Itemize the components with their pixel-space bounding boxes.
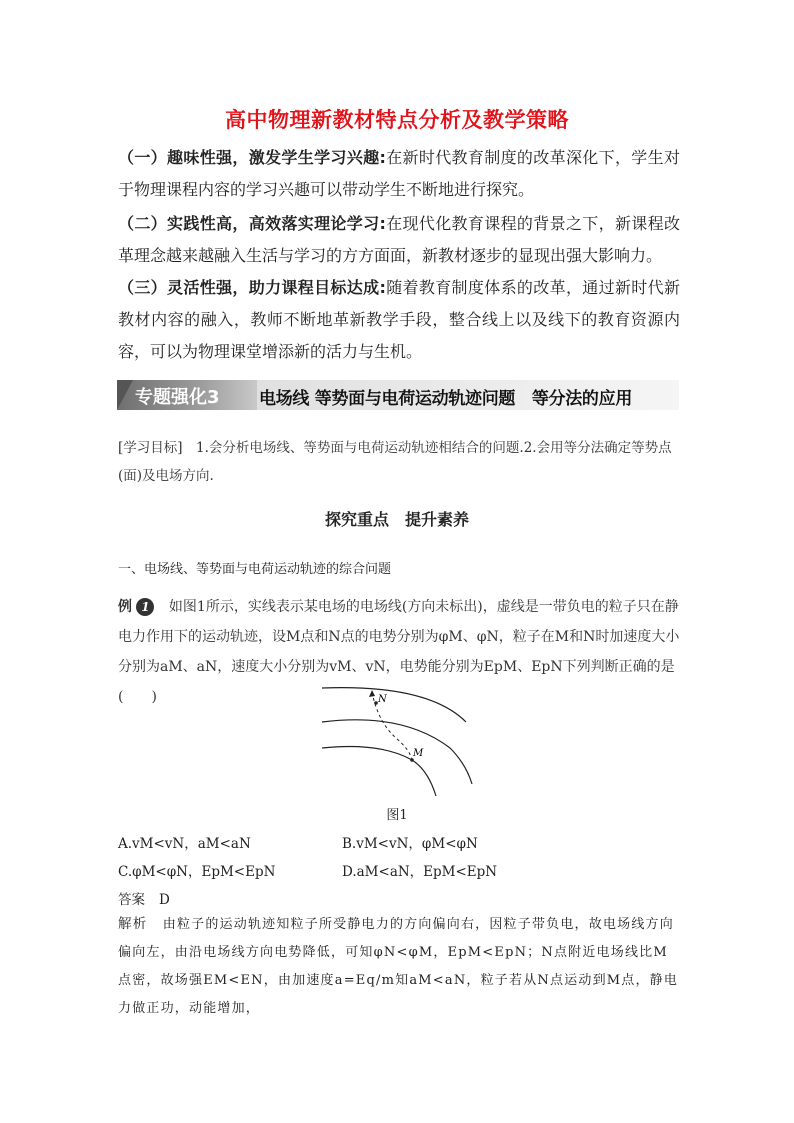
intro-paragraph-1 xyxy=(118,142,680,206)
trajectory-arrow xyxy=(369,690,375,697)
intro-1-text: 在新时代教育制度的改革深化下，学生对于物理课程内容的学习兴趣可以带动学生不断地进行探究。 xyxy=(118,148,680,199)
topic-banner xyxy=(117,380,679,410)
intro-1-heading: （一）趣味性强，激发学生学习兴趣: xyxy=(118,148,386,167)
intro-2-text: 在现代化教育课程的背景之下，新课程改革理念越来越融入生活与学习的方方面面，新教材逐步的显现出强大影响力。 xyxy=(118,214,680,265)
intro-paragraph-3 xyxy=(118,272,680,368)
answer-label: 答案 xyxy=(118,892,145,908)
banner-label-box xyxy=(117,380,257,410)
option-c: C.φM<φN，EpM<EpN xyxy=(118,864,276,880)
learning-objectives: [学习目标] 1.会分析电场线、等势面与电荷运动轨迹相结合的问题.2.会用等分法确定等势点(面)及电场方向. xyxy=(118,440,672,484)
banner-title: 电场线 等势面与电荷运动轨迹问题 等分法的应用 xyxy=(259,389,633,409)
answer-value: D xyxy=(159,892,170,908)
answer-line xyxy=(118,888,170,908)
option-a: A.vM<vN，aM<aN xyxy=(118,836,251,852)
field-line-top xyxy=(322,688,466,722)
banner-label: 专题强化3 xyxy=(135,387,220,408)
explanation-text: 由粒子的运动轨迹知粒子所受静电力的方向偏向右，因粒子带负电，故电场线方向偏向左，由沿电场线方向电势降低，可知φN<φM，EpM<EpN；N点附近电场线比M点密，故场强EM<EN，由加速度a=Eq/m知aM<aN，粒子若从N点运动到M点，静电力做正功，动能增加， xyxy=(118,917,679,1016)
subsection-heading: 一、电场线、等势面与电荷运动轨迹的综合问题 xyxy=(118,562,392,577)
field-line-middle xyxy=(322,720,472,784)
section-heading: 探究重点 提升素养 xyxy=(324,510,469,529)
figure-caption: 图1 xyxy=(386,808,408,823)
example-label: 例 xyxy=(118,599,132,615)
banner-corner xyxy=(117,380,133,410)
explanation-block xyxy=(118,910,680,1023)
intro-3-heading: （三）灵活性强，助力课程目标达成: xyxy=(118,278,386,297)
option-b: B.vM<vN，φM<φN xyxy=(342,836,478,852)
point-m-label: M xyxy=(413,748,424,759)
electric-field-figure xyxy=(318,672,478,800)
intro-3-text: 随着教育制度体系的改革，通过新时代新教材内容的融入，教师不断地革新教学手段，整合线上以及线下的教育资源内容，可以为物理课堂增添新的活力与生机。 xyxy=(118,278,680,361)
intro-2-heading: （二）实践性高，高效落实理论学习: xyxy=(118,214,386,233)
explanation-label: 解析 xyxy=(118,916,148,932)
option-d: D.aM<aN，EpM<EpN xyxy=(342,864,498,880)
point-n-label: N xyxy=(378,694,387,705)
example-text: 如图1所示，实线表示某电场的电场线(方向未标出)，虚线是一带负电的粒子只在静电力作用下的运动轨迹，设M点和N点的电势分别为φM、φN，粒子在M和N时加速度大小分别为aM、aN，速度大小分别为vM、vN，电势能分别为EpM、EpN下列判断正确的是( ) xyxy=(118,599,680,705)
page-title: 高中物理新教材特点分析及教学策略 xyxy=(225,108,569,132)
intro-paragraph-2 xyxy=(118,208,680,272)
example-number-badge: 1 xyxy=(136,598,154,616)
